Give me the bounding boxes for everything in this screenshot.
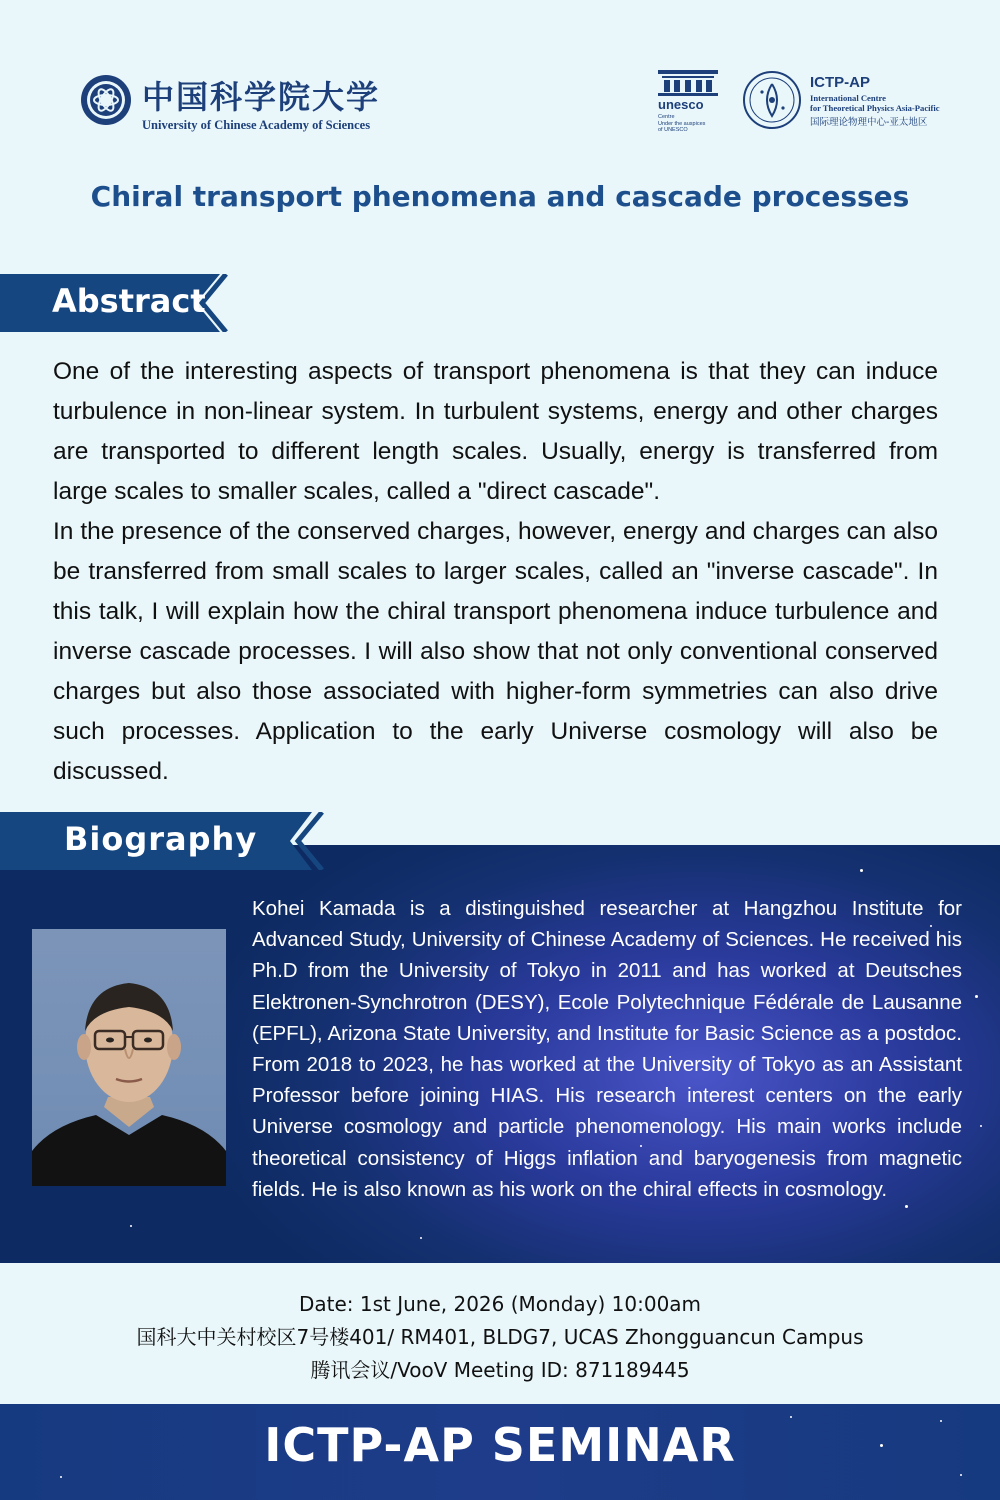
ictp-ap-emblem-icon [742,70,802,130]
event-meeting-id: 腾讯会议/VooV Meeting ID: 871189445 [310,1358,690,1382]
speaker-photo [32,929,226,1186]
star-decoration [60,1476,62,1478]
abstract-heading-tag [0,274,252,332]
star-decoration [905,1205,908,1208]
abstract-body [53,352,938,792]
star-decoration [980,1125,982,1127]
abstract-paragraph: One of the interesting aspects of transport phenomena is that they can induce turbulence in non-linear system. In turbulent systems, energy and other charges are transported to different length scales. Usually, energy is transferred from large scales to smaller scales, called a "direct cascade". [53,358,938,505]
event-date: Date: 1st June, 2026 (Monday) 10:00am [298,1292,702,1316]
unesco-subtitle: Centre Under the auspices of UNESCO [658,114,706,133]
footer-banner [0,1404,1000,1500]
star-decoration [960,1474,962,1476]
ucas-name-english: University of Chinese Academy of Sciences [142,118,371,132]
ictp-ap-full-name: International Centre for Theoretical Physics Asia-Pacific [810,93,940,113]
speaker-portrait-image [32,929,226,1186]
unesco-logo [658,70,722,134]
event-location: 国科大中关村校区7号楼401/ RM401, BLDG7, UCAS Zhongguancun Campus [136,1325,864,1349]
biography-heading: Biography [64,820,258,858]
event-info [0,1288,1000,1387]
unesco-temple-icon [658,70,718,96]
abstract-paragraph: In the presence of the conserved charges, however, energy and charges can also be transferred from small scales to larger scales, called an "inverse cascade". In this talk, I will explain how the chiral transport phenomena induce turbulence and inverse cascade processes. I will also show that not only conventional conserved charges but also those associated with higher-form symmetries can also drive such processes. Application to the early Universe cosmology will also be discussed. [53,518,938,785]
unesco-wordmark: unesco [658,97,704,112]
header [0,0,1000,170]
star-decoration [975,995,978,998]
star-decoration [860,869,863,872]
abstract-heading: Abstract [52,282,206,320]
ucas-emblem-icon [80,74,132,126]
biography-heading-tag [0,812,342,870]
ictp-ap-name: ICTP-AP [810,74,870,91]
biography-body: Kohei Kamada is a distinguished researcher at Hangzhou Institute for Advanced Study, University of Chinese Academy of Sciences. He received his Ph.D from the University of Tokyo in 2011 and has worked at Deutsches Elektronen-Synchrotron (DESY), Ecole Polytechnique Fédérale de Lausanne (EPFL), Arizona State University, and Institute for Basic Science as a postdoc. From 2018 to 2023, he has worked at the University of Tokyo as an Assistant Professor before joining HIAS. His research interest centers on the early Universe cosmology and particle phenomenology. His main works include theoretical consistency of Higgs inflation and baryogenesis from magnetic fields. He is also known as his work on the chiral effects in cosmology. [252,897,962,1201]
ictp-ap-name-chinese: 国际理论物理中心-亚太地区 [810,117,928,128]
footer-title: ICTP-AP SEMINAR [264,1418,736,1472]
star-decoration [130,1225,132,1227]
ucas-name-chinese: 中国科学院大学 [142,78,381,116]
seminar-title: Chiral transport phenomena and cascade processes [90,180,910,213]
star-decoration [420,1237,422,1239]
